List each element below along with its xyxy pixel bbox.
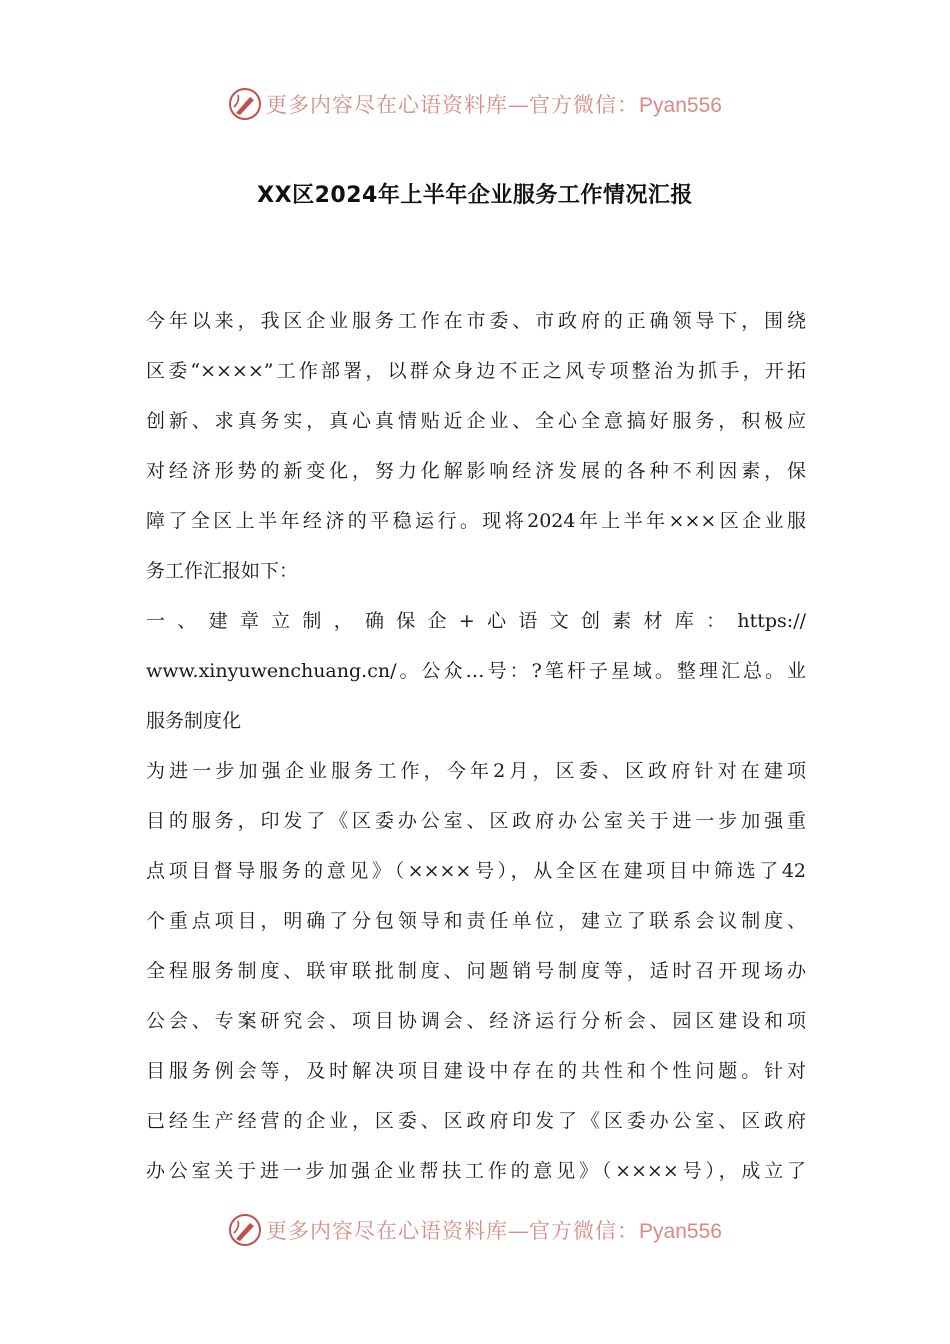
pen-logo-icon — [228, 1213, 262, 1247]
paragraph-line: 办公室关于进一步加强企业帮扶工作的意见》（××××号），成立了 — [146, 1160, 806, 1182]
paragraph-line: 为进一步加强企业服务工作，今年2月，区委、区政府针对在建项 — [146, 760, 806, 782]
section-heading-line: 一、建章立制，确保企+心语文创素材库：https:// — [146, 610, 806, 632]
section-heading-line: www.xinyuwenchuang.cn/。公众…号：?笔杆子星域。整理汇总。业 — [146, 660, 806, 682]
paragraph-line: 务工作汇报如下： — [146, 560, 299, 582]
document-body — [146, 296, 806, 1196]
watermark-banner-bottom — [0, 1210, 950, 1250]
watermark-text: 更多内容尽在心语资料库—官方微信：Pyan556 — [266, 1219, 722, 1243]
watermark-banner-top — [0, 84, 950, 124]
paragraph-line: 个重点项目，明确了分包领导和责任单位，建立了联系会议制度、 — [146, 910, 806, 932]
paragraph-line: 障了全区上半年经济的平稳运行。现将2024年上半年×××区企业服 — [146, 510, 806, 532]
document-title: XX区2024年上半年企业服务工作情况汇报 — [257, 183, 693, 208]
paragraph-line: 目的服务，印发了《区委办公室、区政府办公室关于进一步加强重 — [146, 810, 806, 832]
paragraph-line: 目服务例会等，及时解决项目建设中存在的共性和个性问题。针对 — [146, 1060, 806, 1082]
paragraph-line: 公会、专案研究会、项目协调会、经济运行分析会、园区建设和项 — [146, 1010, 806, 1032]
paragraph-line: 区委“××××”工作部署，以群众身边不正之风专项整治为抓手，开拓 — [146, 360, 806, 382]
paragraph-line: 对经济形势的新变化，努力化解影响经济发展的各种不利因素，保 — [146, 460, 806, 482]
pen-logo-icon — [228, 87, 262, 121]
paragraph-line: 全程服务制度、联审联批制度、问题销号制度等，适时召开现场办 — [146, 960, 806, 982]
paragraph-line: 点项目督导服务的意见》（××××号），从全区在建项目中筛选了42 — [146, 860, 806, 882]
paragraph-line: 今年以来，我区企业服务工作在市委、市政府的正确领导下，围绕 — [146, 310, 806, 332]
section-heading-line: 服务制度化 — [146, 710, 242, 732]
watermark-text: 更多内容尽在心语资料库—官方微信：Pyan556 — [266, 93, 722, 117]
paragraph-line: 已经生产经营的企业，区委、区政府印发了《区委办公室、区政府 — [146, 1110, 806, 1132]
paragraph-line: 创新、求真务实，真心真情贴近企业、全心全意搞好服务，积极应 — [146, 410, 806, 432]
